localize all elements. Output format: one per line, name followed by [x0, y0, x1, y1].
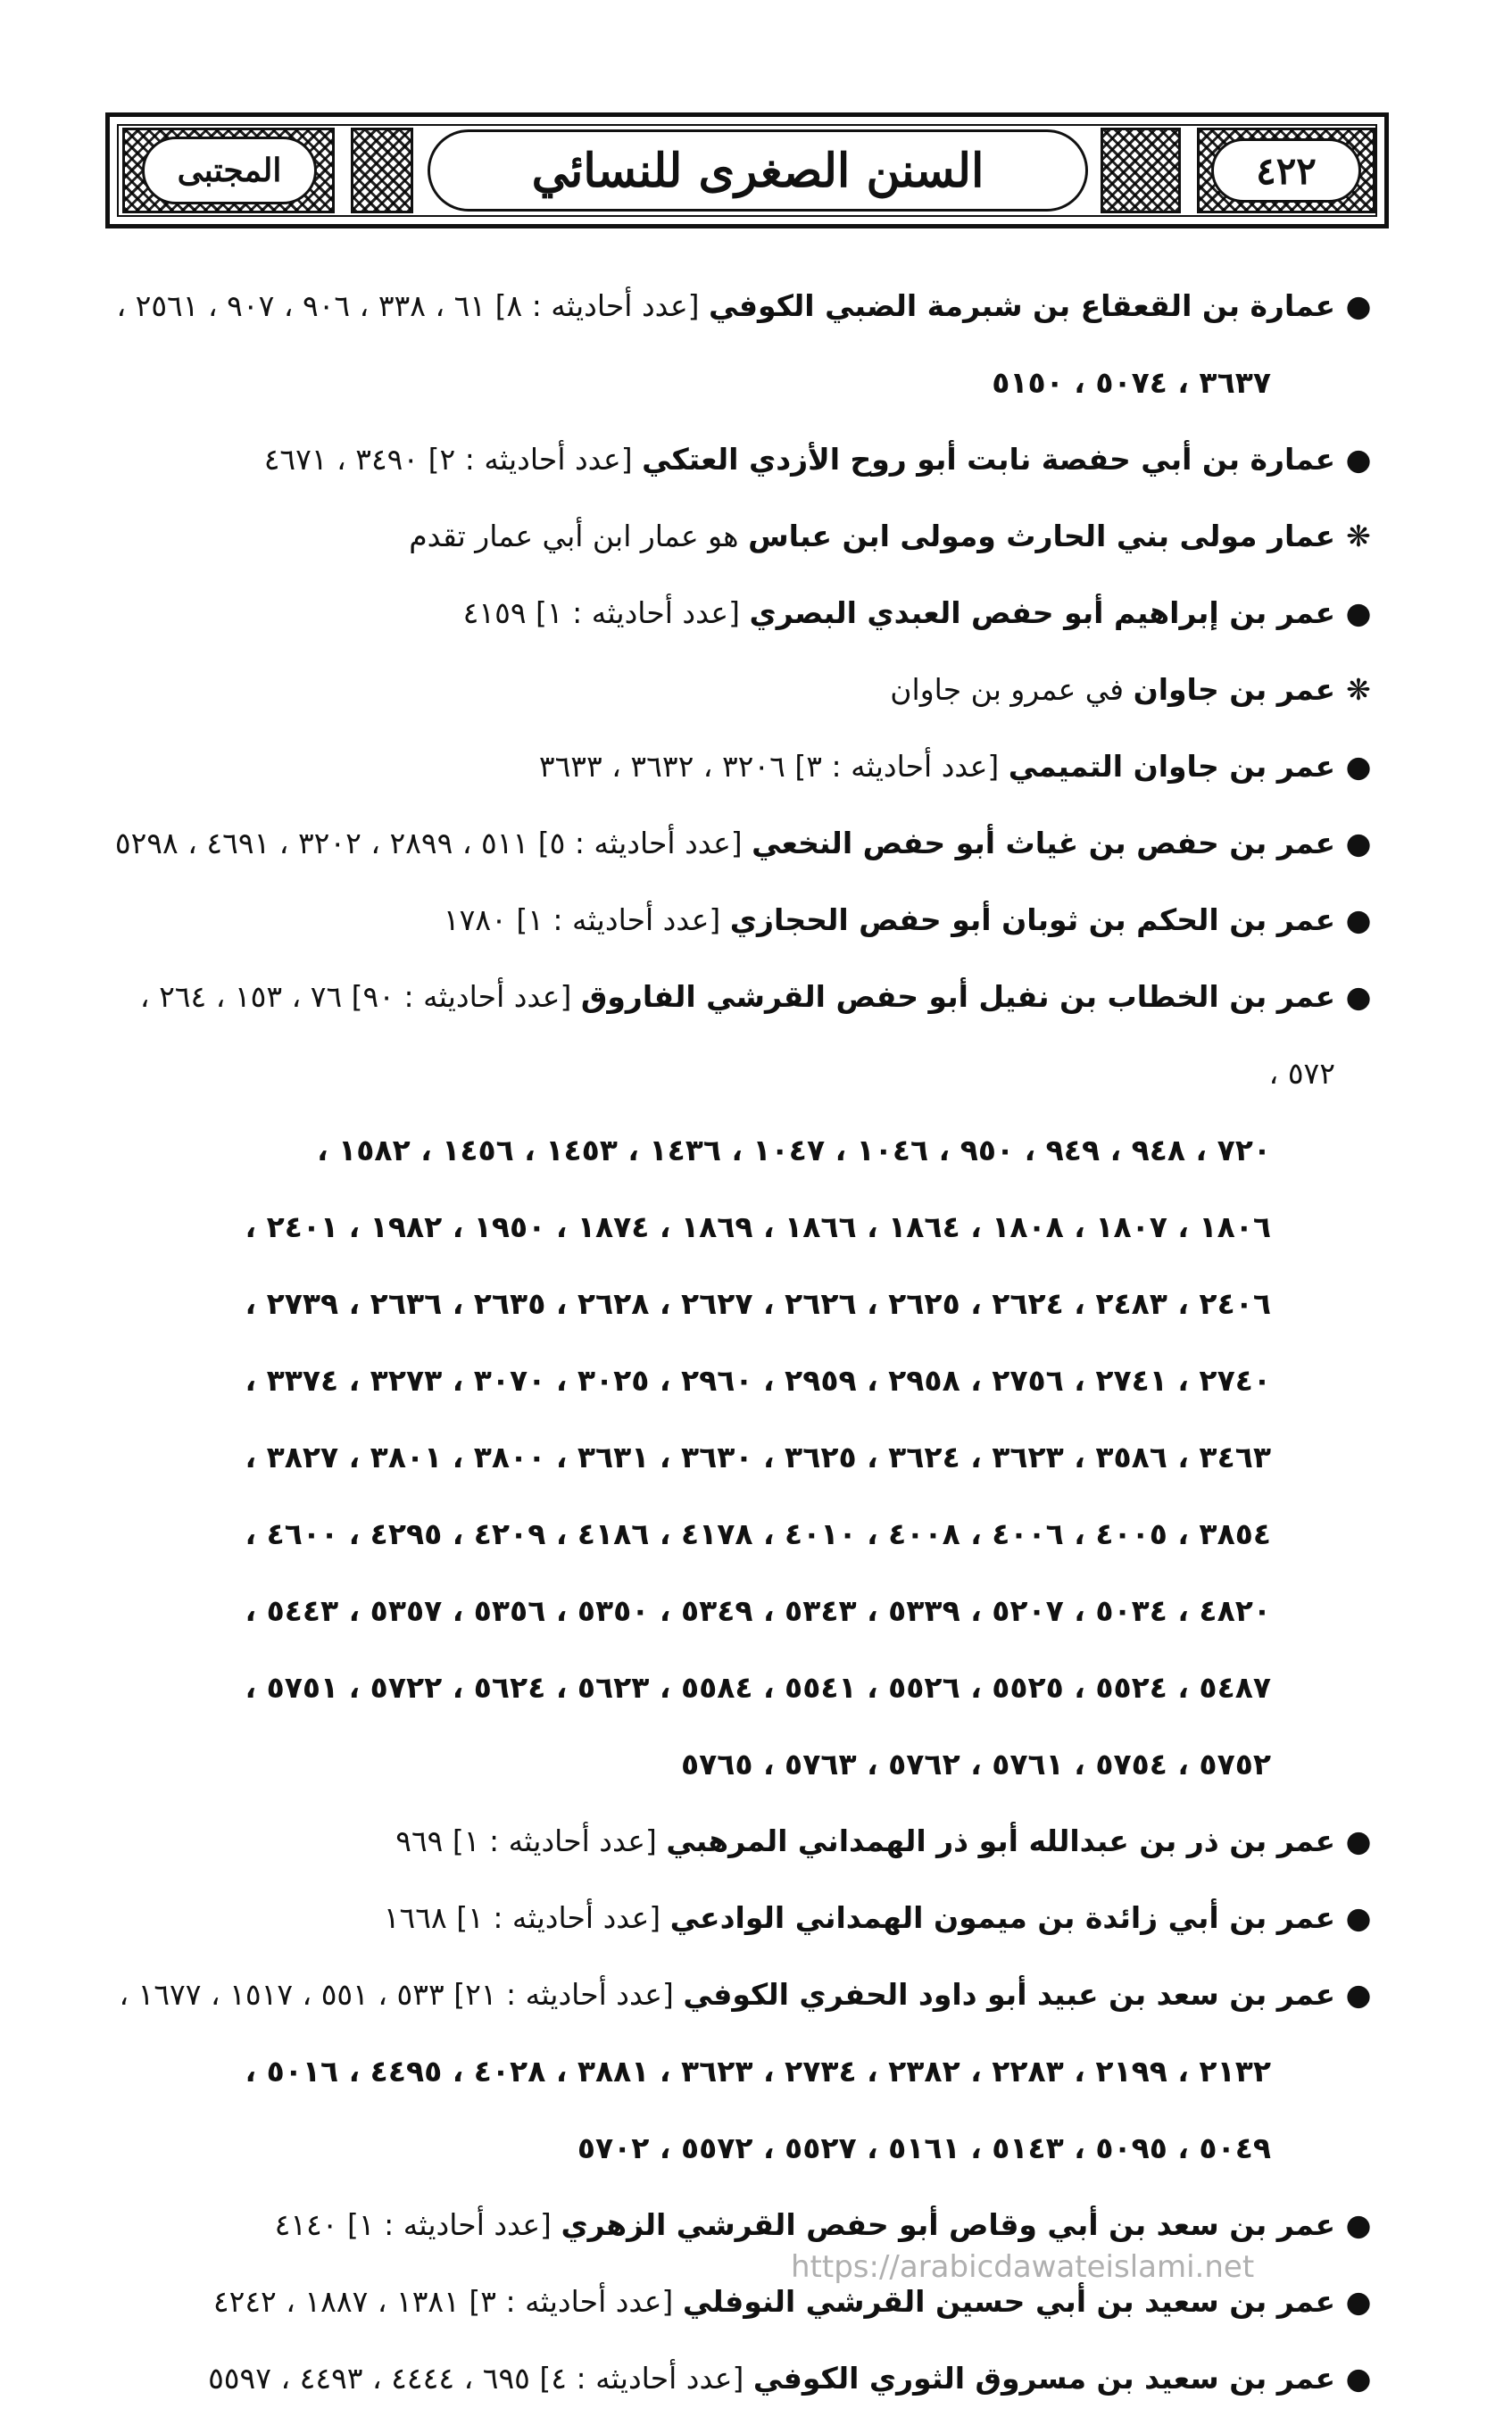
- hadith-numbers-continuation: ٥٤٨٧ ، ٥٥٢٤ ، ٥٥٢٥ ، ٥٥٢٦ ، ٥٥٤١ ، ٥٥٨٤ ، ٥٦٢٣ ، ٥٦٢٤ ، ٥٧٢٢ ، ٥٧٥١ ،: [245, 1670, 1271, 1705]
- hadith-numbers-continuation: ٥٠٤٩ ، ٥٠٩٥ ، ٥١٤٣ ، ٥١٦١ ، ٥٥٢٧ ، ٥٥٧٢ ، ٥٧٠٢: [577, 2130, 1271, 2165]
- narrator-name: عمر بن سعيد بن أبي حسين القرشي النوفلي: [682, 2284, 1335, 2319]
- hadith-numbers-continuation: ٥٧٥٢ ، ٥٧٥٤ ، ٥٧٦١ ، ٥٧٦٢ ، ٥٧٦٣ ، ٥٧٦٥: [680, 1747, 1271, 1782]
- narrator-name: عمر بن جاوان التميمي: [1008, 749, 1335, 784]
- page-number: ٤٢٢: [1256, 148, 1317, 193]
- entry-first-line: [109, 728, 1335, 805]
- entry-first-line: [109, 2340, 1335, 2417]
- bullet-icon: ●: [1345, 902, 1372, 937]
- hadith-count-and-numbers: [عدد أحاديثه : ٥] ٥١١ ، ٢٨٩٩ ، ٣٢٠٢ ، ٤٦٩١ ، ٥٢٩٨: [114, 826, 743, 860]
- hadith-numbers-continuation: ٧٢٠ ، ٩٤٨ ، ٩٤٩ ، ٩٥٠ ، ١٠٤٦ ، ١٠٤٧ ، ١٤٣٦ ، ١٤٥٣ ، ١٤٥٦ ، ١٥٨٢ ،: [317, 1133, 1271, 1167]
- hadith-count-and-numbers: [عدد أحاديثه : ٩٠] ٧٦ ، ١٥٣ ، ٢٦٤ ، ٥٧٢ ،: [139, 979, 1335, 1091]
- entry-first-line: [109, 805, 1335, 882]
- entry-first-line: [109, 1880, 1335, 1956]
- page-number-cartouche: [1211, 138, 1361, 203]
- hadith-count-and-numbers: في عمرو بن جاوان: [890, 672, 1125, 707]
- index-entry: [109, 1803, 1376, 1880]
- entry-first-line: [109, 1956, 1335, 2033]
- index-entry: [109, 959, 1376, 1112]
- entry-first-line: [109, 575, 1335, 652]
- index-entry: [109, 652, 1376, 728]
- hadith-numbers-continuation: ٢١٣٢ ، ٢١٩٩ ، ٢٢٨٣ ، ٢٣٨٢ ، ٢٧٣٤ ، ٣٦٢٣ ، ٣٨٨١ ، ٤٠٢٨ ، ٤٤٩٥ ، ٥٠١٦ ،: [245, 2054, 1271, 2089]
- narrator-name: عمارة بن القعقاع بن شبرمة الضبي الكوفي: [709, 288, 1335, 323]
- index-entry: [109, 728, 1376, 805]
- hadith-numbers-continuation: ٣٨٥٤ ، ٤٠٠٥ ، ٤٠٠٦ ، ٤٠٠٨ ، ٤٠١٠ ، ٤١٧٨ ، ٤١٨٦ ، ٤٢٠٩ ، ٤٢٩٥ ، ٤٦٠٠ ،: [245, 1516, 1271, 1551]
- hadith-numbers-continuation: ١٨٠٦ ، ١٨٠٧ ، ١٨٠٨ ، ١٨٦٤ ، ١٨٦٦ ، ١٨٦٩ ، ١٨٧٤ ، ١٩٥٠ ، ١٩٨٢ ، ٢٤٠١ ،: [245, 1209, 1271, 1244]
- bullet-icon: ●: [1345, 749, 1372, 784]
- bullet-icon: ●: [1345, 1823, 1372, 1858]
- bullet-icon: ●: [1345, 2284, 1372, 2319]
- title-cartouche: [428, 129, 1088, 212]
- ornament-panel-mid-right: [1101, 128, 1181, 213]
- index-entry: [109, 268, 1376, 345]
- hadith-count-and-numbers: [عدد أحاديثه : ١] ٩٦٩: [395, 1823, 657, 1858]
- hadith-numbers-continuation: ٢٧٤٠ ، ٢٧٤١ ، ٢٧٥٦ ، ٢٩٥٨ ، ٢٩٥٩ ، ٢٩٦٠ ، ٣٠٢٥ ، ٣٠٧٠ ، ٣٢٧٣ ، ٣٣٧٤ ،: [245, 1363, 1271, 1398]
- narrator-name: عمر بن سعد بن أبي وقاص أبو حفص القرشي الزهري: [561, 2207, 1335, 2242]
- bullet-icon: ●: [1345, 595, 1372, 630]
- index-entry: [109, 2340, 1376, 2417]
- book-logo-cartouche: [142, 137, 317, 204]
- page-header: [105, 112, 1389, 228]
- asterisk-icon: ❋: [1346, 672, 1371, 707]
- hadith-count-and-numbers: [عدد أحاديثه : ١] ٤١٤٠: [274, 2207, 552, 2242]
- bullet-icon: ●: [1345, 979, 1372, 1014]
- hadith-count-and-numbers: [عدد أحاديثه : ٣] ١٣٨١ ، ١٨٨٧ ، ٤٢٤٢: [212, 2284, 674, 2319]
- hadith-numbers-continuation: ٣٦٣٧ ، ٥٠٧٤ ، ٥١٥٠: [992, 365, 1271, 400]
- bullet-icon: ●: [1345, 1900, 1372, 1935]
- entry-first-line: [109, 421, 1335, 498]
- ornament-panel-mid-left: [351, 128, 413, 213]
- hadith-count-and-numbers: [عدد أحاديثه : ١] ١٧٨٠: [443, 902, 721, 937]
- hadith-count-and-numbers: هو عمار ابن أبي عمار تقدم: [409, 519, 739, 553]
- narrator-index-list: [109, 268, 1376, 2417]
- entry-first-line: [109, 498, 1335, 575]
- hadith-count-and-numbers: [عدد أحاديثه : ٣] ٣٢٠٦ ، ٣٦٣٢ ، ٣٦٣٣: [538, 749, 1000, 784]
- bullet-icon: ●: [1345, 442, 1372, 477]
- entry-first-line: [109, 959, 1335, 1112]
- hadith-numbers-continuation: ٢٤٠٦ ، ٢٤٨٣ ، ٢٦٢٤ ، ٢٦٢٥ ، ٢٦٢٦ ، ٢٦٢٧ ، ٢٦٢٨ ، ٢٦٣٥ ، ٢٦٣٦ ، ٢٧٣٩ ،: [245, 1286, 1271, 1321]
- hadith-count-and-numbers: [عدد أحاديثه : ٢١] ٥٣٣ ، ٥٥١ ، ١٥١٧ ، ١٦٧٧ ،: [119, 1977, 674, 2012]
- index-entry: [109, 882, 1376, 959]
- bullet-icon: ●: [1345, 826, 1372, 860]
- narrator-name: عمر بن أبي زائدة بن ميمون الهمداني الوادعي: [669, 1900, 1335, 1935]
- watermark-url: https://arabicdawateislami.net: [791, 2249, 1255, 2285]
- hadith-count-and-numbers: [عدد أحاديثه : ١] ٤١٥٩: [462, 595, 740, 630]
- index-entry: [109, 498, 1376, 575]
- bullet-icon: ●: [1345, 1977, 1372, 2012]
- narrator-name: عمر بن ذر بن عبدالله أبو ذر الهمداني المرهبي: [666, 1823, 1335, 1858]
- book-logo: المجتبى: [177, 152, 282, 189]
- index-entry: [109, 1880, 1376, 1956]
- index-entry: [109, 805, 1376, 882]
- narrator-name: عمر بن سعد بن عبيد أبو داود الحفري الكوفي: [683, 1977, 1335, 2012]
- narrator-name: عمر بن الحكم بن ثوبان أبو حفص الحجازي: [729, 902, 1335, 937]
- bullet-icon: ●: [1345, 2207, 1372, 2242]
- narrator-name: عمارة بن أبي حفصة نابت أبو روح الأزدي العتكي: [642, 442, 1335, 477]
- hadith-numbers-continuation: ٣٤٦٣ ، ٣٥٨٦ ، ٣٦٢٣ ، ٣٦٢٤ ، ٣٦٢٥ ، ٣٦٣٠ ، ٣٦٣١ ، ٣٨٠٠ ، ٣٨٠١ ، ٣٨٢٧ ،: [245, 1440, 1271, 1474]
- hadith-count-and-numbers: [عدد أحاديثه : ١] ١٦٦٨: [383, 1900, 661, 1935]
- entry-first-line: [109, 652, 1335, 728]
- asterisk-icon: ❋: [1346, 519, 1371, 553]
- bullet-icon: ●: [1345, 288, 1372, 323]
- narrator-name: عمار مولى بني الحارث ومولى ابن عباس: [748, 519, 1335, 553]
- hadith-numbers-continuation: ٤٨٢٠ ، ٥٠٣٤ ، ٥٢٠٧ ، ٥٣٣٩ ، ٥٣٤٣ ، ٥٣٤٩ ، ٥٣٥٠ ، ٥٣٥٦ ، ٥٣٥٧ ، ٥٤٤٣ ،: [245, 1593, 1271, 1628]
- entry-first-line: [109, 268, 1335, 345]
- hadith-count-and-numbers: [عدد أحاديثه : ٨] ٦١ ، ٣٣٨ ، ٩٠٦ ، ٩٠٧ ، ٢٥٦١ ،: [116, 288, 700, 323]
- entry-first-line: [109, 882, 1335, 959]
- narrator-name: عمر بن حفص بن غياث أبو حفص النخعي: [752, 826, 1335, 860]
- index-entry: [109, 421, 1376, 498]
- hadith-count-and-numbers: [عدد أحاديثه : ٤] ٦٩٥ ، ٤٤٤٤ ، ٤٤٩٣ ، ٥٥٩٧: [208, 2361, 744, 2396]
- narrator-name: عمر بن إبراهيم أبو حفص العبدي البصري: [749, 595, 1335, 630]
- index-entry: [109, 575, 1376, 652]
- narrator-name: عمر بن الخطاب بن نفيل أبو حفص القرشي الفاروق: [580, 979, 1335, 1014]
- bullet-icon: ●: [1345, 2361, 1372, 2396]
- book-title: السنن الصغرى للنسائي: [531, 143, 984, 198]
- narrator-name: عمر بن جاوان: [1133, 672, 1335, 707]
- narrator-name: عمر بن سعيد بن مسروق الثوري الكوفي: [752, 2361, 1335, 2396]
- entry-first-line: [109, 1803, 1335, 1880]
- index-entry: [109, 1956, 1376, 2033]
- hadith-count-and-numbers: [عدد أحاديثه : ٢] ٣٤٩٠ ، ٤٦٧١: [263, 442, 633, 477]
